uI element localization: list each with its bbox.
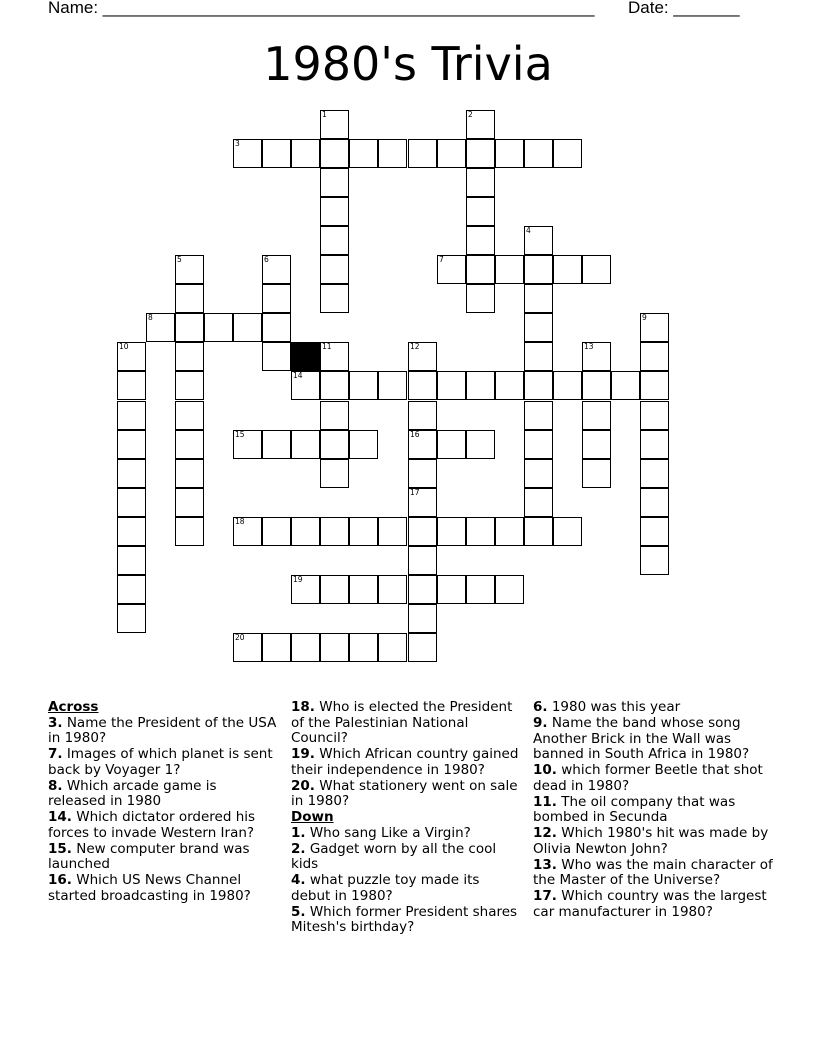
clue-item-number: 18.: [291, 699, 315, 715]
grid-cell[interactable]: [466, 517, 495, 546]
grid-cell[interactable]: [524, 226, 553, 255]
grid-cell[interactable]: [320, 342, 349, 371]
clue-number: 4: [526, 226, 531, 235]
clue-number: 10: [119, 342, 129, 351]
clue-item: [48, 716, 278, 747]
grid-cell[interactable]: [553, 517, 582, 546]
grid-cell[interactable]: [408, 517, 437, 546]
grid-cell[interactable]: [233, 517, 262, 546]
grid-cell[interactable]: [378, 575, 407, 604]
clue-item: [48, 842, 278, 873]
grid-cell[interactable]: [466, 284, 495, 313]
clue-item-number: 5.: [291, 903, 306, 920]
grid-cell[interactable]: [117, 401, 146, 430]
grid-cell[interactable]: [524, 342, 553, 371]
clue-item-text: Who was the main character of the Master of the Universe?: [533, 856, 773, 888]
grid-cell[interactable]: [495, 255, 524, 284]
clue-item-number: 20.: [291, 777, 315, 794]
clue-item-text: Which arcade game is released in 1980: [48, 777, 217, 809]
clues-column-3: [533, 700, 773, 921]
grid-cell[interactable]: [320, 401, 349, 430]
grid-cell[interactable]: [437, 517, 466, 546]
grid-cell[interactable]: [117, 371, 146, 400]
grid-cell[interactable]: [291, 371, 320, 400]
grid-cell[interactable]: [146, 313, 175, 342]
grid-cell[interactable]: [524, 371, 553, 400]
grid-cell[interactable]: [408, 459, 437, 488]
clue-item-number: 6.: [533, 699, 548, 715]
grid-cell[interactable]: [320, 226, 349, 255]
across-clue-list: [48, 716, 278, 905]
clue-item-text: Which dictator ordered his forces to invade Western Iran?: [48, 809, 256, 841]
grid-cell[interactable]: [495, 371, 524, 400]
grid-cell[interactable]: [466, 575, 495, 604]
clue-item-number: 15.: [48, 840, 72, 857]
clue-item: [533, 763, 773, 794]
grid-cell[interactable]: [524, 488, 553, 517]
clue-item: [291, 873, 521, 904]
clue-number: 11: [322, 342, 332, 351]
grid-cell[interactable]: [262, 342, 291, 371]
grid-cell[interactable]: [233, 313, 262, 342]
grid-cell[interactable]: [117, 488, 146, 517]
grid-cell[interactable]: [320, 284, 349, 313]
clue-item-text: what puzzle toy made its debut in 1980?: [291, 872, 480, 904]
grid-cell[interactable]: [175, 313, 204, 342]
grid-cell[interactable]: [175, 342, 204, 371]
clue-item-number: 4.: [291, 872, 306, 888]
grid-cell[interactable]: [233, 430, 262, 459]
grid-cell[interactable]: [640, 371, 669, 400]
grid-cell[interactable]: [466, 110, 495, 139]
grid-cell[interactable]: [408, 633, 437, 662]
grid-cell[interactable]: [320, 197, 349, 226]
clue-item-number: 3.: [48, 714, 63, 731]
grid-cell[interactable]: [262, 430, 291, 459]
grid-cell[interactable]: [495, 517, 524, 546]
grid-cell[interactable]: [640, 546, 669, 575]
date-field-label[interactable]: Date: _______: [628, 0, 740, 17]
grid-cell[interactable]: [466, 430, 495, 459]
clue-number: 7: [439, 255, 444, 264]
clue-item-number: 19.: [291, 746, 315, 762]
clue-item-text: Name the band whose song Another Brick in the Wall was banned in South Africa in 1980?: [533, 715, 750, 762]
clue-number: 12: [410, 342, 420, 351]
clue-item-text: Name the President of the USA in 1980?: [48, 714, 277, 746]
grid-cell[interactable]: [524, 284, 553, 313]
grid-cell[interactable]: [640, 313, 669, 342]
clue-number: 3: [235, 139, 240, 148]
grid-cell[interactable]: [320, 139, 349, 168]
grid-cell[interactable]: [524, 139, 553, 168]
clue-number: 16: [410, 430, 420, 439]
grid-cell[interactable]: [582, 255, 611, 284]
grid-cell[interactable]: [408, 139, 437, 168]
clue-item: [48, 810, 278, 841]
clue-item: [291, 779, 521, 810]
clue-item: [533, 826, 773, 857]
grid-cell[interactable]: [466, 371, 495, 400]
grid-cell[interactable]: [437, 255, 466, 284]
grid-cell[interactable]: [233, 139, 262, 168]
clue-item-text: Which country was the largest car manufacturer in 1980?: [533, 888, 767, 920]
grid-cell[interactable]: [524, 430, 553, 459]
clue-item-text: Who sang Like a Virgin?: [309, 824, 471, 841]
grid-cell[interactable]: [408, 604, 437, 633]
clue-item-text: What stationery went on sale in 1980?: [291, 777, 518, 809]
grid-cell[interactable]: [640, 401, 669, 430]
grid-cell[interactable]: [204, 313, 233, 342]
grid-cell[interactable]: [640, 488, 669, 517]
clue-item: [291, 700, 521, 747]
grid-cell[interactable]: [408, 342, 437, 371]
grid-cell[interactable]: [466, 197, 495, 226]
grid-cell[interactable]: [349, 517, 378, 546]
clue-item-number: 2.: [291, 840, 306, 857]
grid-cell[interactable]: [524, 517, 553, 546]
clue-item-number: 11.: [533, 793, 557, 810]
grid-cell[interactable]: [495, 575, 524, 604]
grid-cell[interactable]: [117, 430, 146, 459]
puzzle-title: 1980's Trivia: [263, 37, 553, 91]
grid-cell[interactable]: [466, 139, 495, 168]
grid-cell[interactable]: [408, 401, 437, 430]
grid-cell[interactable]: [175, 430, 204, 459]
grid-cell[interactable]: [524, 255, 553, 284]
grid-cell[interactable]: [117, 604, 146, 633]
grid-cell[interactable]: [437, 575, 466, 604]
grid-cell[interactable]: [320, 633, 349, 662]
grid-cell[interactable]: [582, 401, 611, 430]
grid-cell[interactable]: [349, 430, 378, 459]
clue-item-number: 13.: [533, 856, 557, 873]
clue-item-text: Which US News Channel started broadcasting in 1980?: [48, 872, 251, 904]
grid-cell[interactable]: [262, 633, 291, 662]
grid-cell[interactable]: [349, 633, 378, 662]
grid-cell[interactable]: [291, 575, 320, 604]
clue-number: 15: [235, 430, 245, 439]
grid-cell[interactable]: [320, 517, 349, 546]
grid-cell[interactable]: [262, 313, 291, 342]
clue-item-text: Images of which planet is sent back by Voyager 1?: [48, 746, 273, 778]
grid-cell[interactable]: [408, 575, 437, 604]
grid-cell[interactable]: [262, 284, 291, 313]
grid-cell[interactable]: [524, 401, 553, 430]
grid-cell[interactable]: [262, 517, 291, 546]
grid-cell[interactable]: [349, 139, 378, 168]
clue-number: 14: [293, 371, 303, 380]
clue-item: [533, 858, 773, 889]
grid-cell[interactable]: [175, 284, 204, 313]
clue-number: 18: [235, 517, 245, 526]
grid-cell[interactable]: [320, 371, 349, 400]
grid-cell[interactable]: [262, 255, 291, 284]
grid-cell[interactable]: [320, 168, 349, 197]
grid-cell[interactable]: [291, 517, 320, 546]
clue-item: [291, 826, 521, 842]
grid-cell[interactable]: [262, 139, 291, 168]
black-cell: [291, 342, 320, 371]
clue-item-text: which former Beetle that shot dead in 1980?: [533, 762, 763, 794]
grid-cell[interactable]: [175, 371, 204, 400]
grid-cell[interactable]: [378, 517, 407, 546]
clue-item-number: 8.: [48, 777, 63, 794]
clue-number: 2: [468, 110, 473, 119]
grid-cell[interactable]: [175, 459, 204, 488]
grid-cell[interactable]: [640, 459, 669, 488]
clue-item: [291, 905, 521, 936]
grid-cell[interactable]: [582, 342, 611, 371]
clue-item-text: The oil company that was bombed in Secunda: [533, 793, 736, 825]
grid-cell[interactable]: [553, 371, 582, 400]
clue-item-number: 12.: [533, 825, 557, 841]
grid-cell[interactable]: [291, 430, 320, 459]
grid-cell[interactable]: [175, 255, 204, 284]
grid-cell[interactable]: [320, 430, 349, 459]
grid-cell[interactable]: [466, 255, 495, 284]
grid-cell[interactable]: [437, 139, 466, 168]
grid-cell[interactable]: [582, 459, 611, 488]
grid-cell[interactable]: [378, 139, 407, 168]
grid-cell[interactable]: [320, 110, 349, 139]
clue-item-number: 1.: [291, 824, 306, 841]
grid-cell[interactable]: [117, 575, 146, 604]
grid-cell[interactable]: [408, 430, 437, 459]
clue-item-text: Which former President shares Mitesh's birthday?: [291, 903, 518, 935]
clue-item-text: Which 1980's hit was made by Olivia Newton John?: [533, 825, 769, 857]
clue-item: [48, 873, 278, 904]
grid-cell[interactable]: [640, 342, 669, 371]
grid-cell[interactable]: [408, 546, 437, 575]
clue-item-text: Gadget worn by all the cool kids: [291, 840, 497, 872]
grid-cell[interactable]: [495, 139, 524, 168]
grid-cell[interactable]: [553, 255, 582, 284]
down-heading: Down: [291, 809, 334, 825]
clue-item-number: 17.: [533, 888, 557, 904]
grid-cell[interactable]: [408, 371, 437, 400]
grid-cell[interactable]: [291, 139, 320, 168]
grid-cell[interactable]: [175, 401, 204, 430]
grid-cell[interactable]: [378, 371, 407, 400]
clue-number: 19: [293, 575, 303, 584]
grid-cell[interactable]: [349, 575, 378, 604]
grid-cell[interactable]: [466, 168, 495, 197]
clue-item: [291, 842, 521, 873]
across-heading: Across: [48, 699, 99, 715]
clue-item: [48, 747, 278, 778]
clue-number: 6: [264, 255, 269, 264]
across-clue-list-continued: [291, 700, 521, 810]
grid-cell[interactable]: [553, 139, 582, 168]
grid-cell[interactable]: [117, 342, 146, 371]
grid-cell[interactable]: [117, 517, 146, 546]
grid-cell[interactable]: [320, 575, 349, 604]
clue-number: 8: [148, 313, 153, 322]
grid-cell[interactable]: [175, 517, 204, 546]
grid-cell[interactable]: [611, 371, 640, 400]
clue-number: 17: [410, 488, 420, 497]
grid-cell[interactable]: [437, 371, 466, 400]
grid-cell[interactable]: [437, 430, 466, 459]
clue-item-number: 14.: [48, 809, 72, 825]
clue-item: [533, 889, 773, 920]
grid-cell[interactable]: [466, 226, 495, 255]
clue-item-text: Which African country gained their independence in 1980?: [291, 746, 519, 778]
clue-item-number: 9.: [533, 715, 548, 731]
grid-cell[interactable]: [378, 633, 407, 662]
grid-cell[interactable]: [640, 430, 669, 459]
grid-cell[interactable]: [640, 517, 669, 546]
clue-item: [533, 716, 773, 763]
clue-item-text: Who is elected the President of the Palestinian National Council?: [291, 699, 513, 746]
clue-item-number: 10.: [533, 762, 557, 778]
grid-cell[interactable]: [117, 546, 146, 575]
clue-number: 1: [322, 110, 327, 119]
grid-cell[interactable]: [408, 488, 437, 517]
clue-item: [291, 747, 521, 778]
down-clue-list: [291, 826, 521, 936]
grid-cell[interactable]: [117, 459, 146, 488]
down-clue-list-continued: [533, 700, 773, 920]
clue-number: 9: [642, 313, 647, 322]
grid-cell[interactable]: [582, 371, 611, 400]
grid-cell[interactable]: [349, 371, 378, 400]
grid-cell[interactable]: [233, 633, 262, 662]
grid-cell[interactable]: [524, 313, 553, 342]
grid-cell[interactable]: [582, 430, 611, 459]
clue-item-text: New computer brand was launched: [48, 840, 250, 872]
clue-number: 20: [235, 633, 245, 642]
clue-item: [48, 779, 278, 810]
clue-item-text: 1980 was this year: [551, 699, 681, 715]
grid-cell[interactable]: [320, 459, 349, 488]
clue-item-number: 7.: [48, 746, 63, 762]
grid-cell[interactable]: [320, 255, 349, 284]
clue-item: [533, 795, 773, 826]
clue-number: 13: [584, 342, 594, 351]
clues-column-2: [291, 700, 521, 936]
grid-cell[interactable]: [175, 488, 204, 517]
name-field-label[interactable]: Name: ____________________________________________________: [48, 0, 595, 17]
grid-cell[interactable]: [524, 459, 553, 488]
clue-number: 5: [177, 255, 182, 264]
grid-cell[interactable]: [291, 633, 320, 662]
clues-column-1: [48, 700, 278, 905]
clue-item: [533, 700, 773, 716]
clue-item-number: 16.: [48, 872, 72, 888]
